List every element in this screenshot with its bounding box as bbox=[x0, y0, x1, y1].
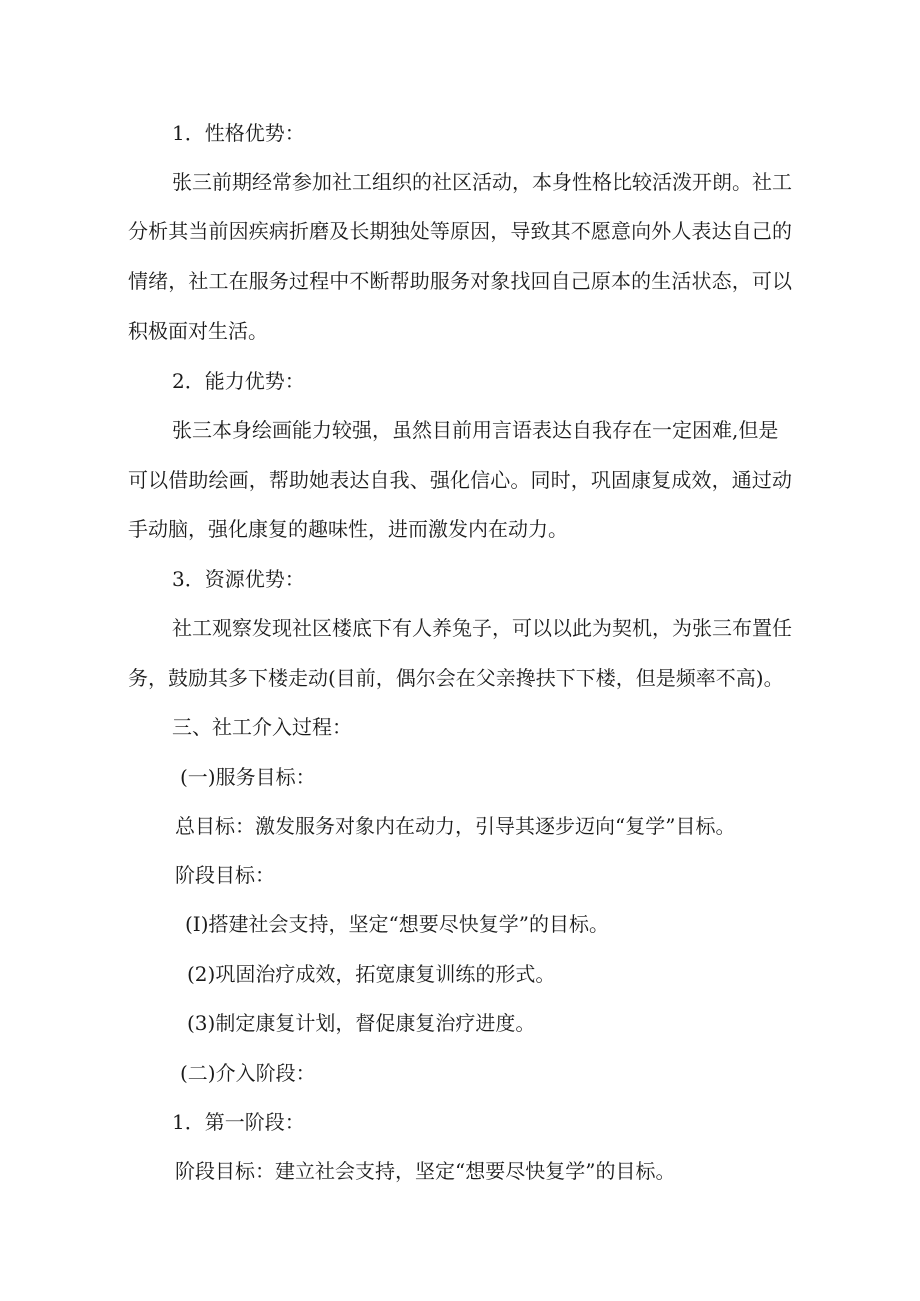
paragraph-line: 阶段目标：建立社会支持，坚定“想要尽快复学”的目标。 bbox=[175, 1159, 676, 1183]
paragraph-line: 手动脑，强化康复的趣味性，进而激发内在动力。 bbox=[128, 517, 568, 541]
stage-heading: 1．第一阶段： bbox=[172, 1110, 305, 1134]
paragraph-line: 张三前期经常参加社工组织的社区活动，本身性格比较活泼开朗。社工 bbox=[172, 170, 792, 194]
paragraph-line: 张三本身绘画能力较强，虽然目前用言语表达自我存在一定困难,但是 bbox=[172, 418, 779, 442]
paragraph-line: 可以借助绘画，帮助她表达自我、强化信心。同时，巩固康复成效，通过动 bbox=[128, 468, 792, 492]
list-item: (I)搭建社会支持，坚定“想要尽快复学”的目标。 bbox=[185, 912, 609, 936]
section-heading: 三、社工介入过程： bbox=[172, 715, 352, 739]
heading-personality-strength: 1．性格优势： bbox=[172, 121, 305, 145]
list-item: (3)制定康复计划，督促康复治疗进度。 bbox=[187, 1011, 536, 1035]
list-item: (2)巩固治疗成效，拓宽康复训练的形式。 bbox=[187, 962, 556, 986]
subsection-heading: (一)服务目标： bbox=[180, 765, 316, 789]
subsection-heading: (二)介入阶段： bbox=[180, 1061, 316, 1085]
paragraph-line: 阶段目标： bbox=[175, 863, 275, 887]
heading-resource-strength: 3．资源优势： bbox=[172, 567, 305, 591]
heading-ability-strength: 2．能力优势： bbox=[172, 369, 305, 393]
paragraph-line: 社工观察发现社区楼底下有人养兔子，可以以此为契机，为张三布置任 bbox=[172, 616, 792, 640]
paragraph-line: 务，鼓励其多下楼走动(目前，偶尔会在父亲搀扶下下楼，但是频率不高)。 bbox=[128, 666, 784, 690]
paragraph-line: 总目标：激发服务对象内在动力，引导其逐步迈向“复学”目标。 bbox=[175, 814, 736, 838]
paragraph-line: 情绪，社工在服务过程中不断帮助服务对象找回自己原本的生活状态，可以 bbox=[128, 269, 792, 293]
paragraph-line: 分析其当前因疾病折磨及长期独处等原因，导致其不愿意向外人表达自己的 bbox=[128, 219, 792, 243]
paragraph-line: 积极面对生活。 bbox=[128, 319, 268, 343]
